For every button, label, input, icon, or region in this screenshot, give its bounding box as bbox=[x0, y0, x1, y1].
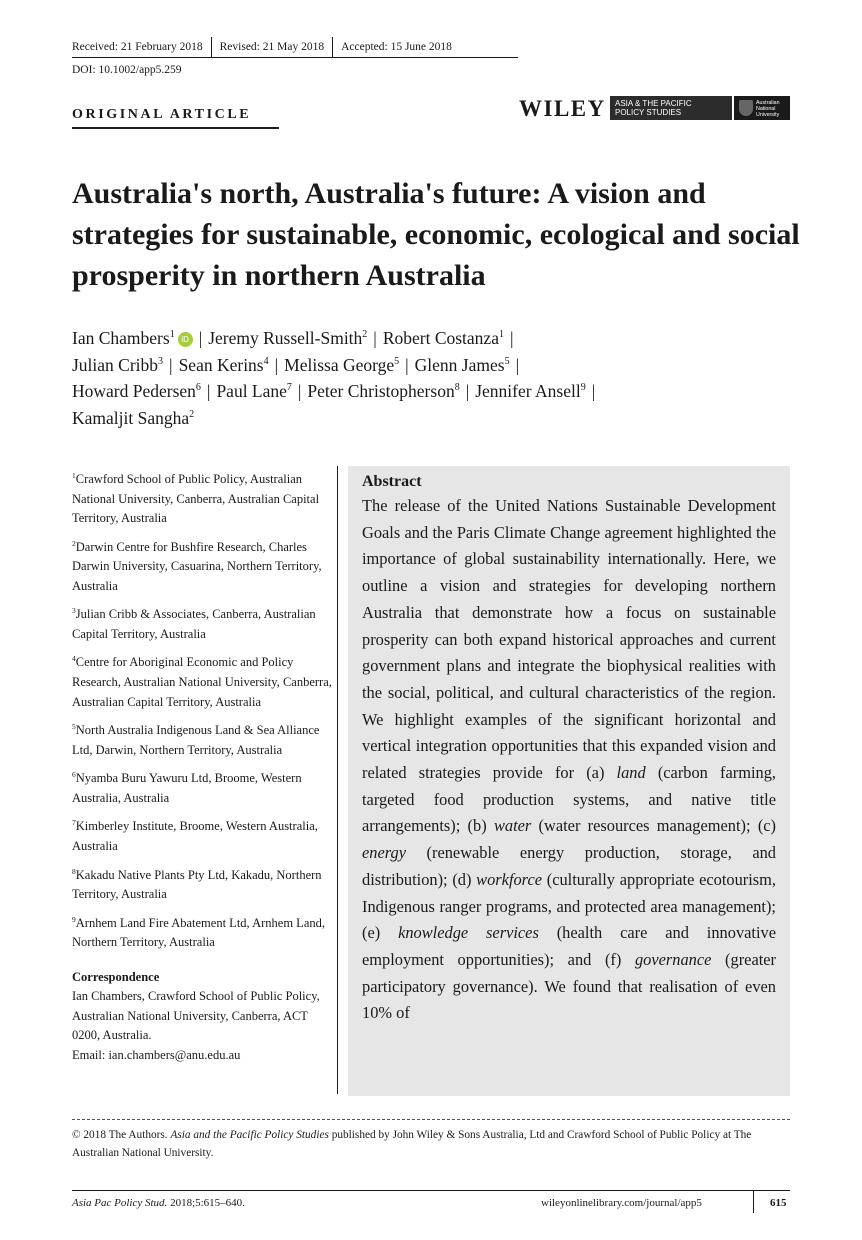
author[interactable]: Kamaljit Sangha$^2$ bbox=[72, 408, 195, 429]
abstract-text: The release of the United Nations Sustainable Development Goals and the Paris Climate Change agreement highlighted the importance of global sustainability internationally. Here, we outline a vision and strategies for developing northern Australia that demonstrate how a focus on sustainable prosperity can both expand historical approaches and current government plans and integrate the biophysical realities with the social, political, and cultural characteristics of the region. We highlight examples of the significant horizontal and vertical integration opportunities that this expanded vision and related strategies provide for (a) land (carbon farming, targeted food production systems, and native title arrangements); (b) water (water resources management); (c) energy (renewable energy production, storage, and distribution); (d) workforce (culturally appropriate ecotourism, Indigenous ranger programs, and protected area management); (e) knowledge services (health care and innovative employment opportunities); and (f) governance (greater participatory governance). We found that realisation of even 10% of bbox=[362, 496, 777, 1023]
journal-logo-line1: ASIA & THE PACIFIC bbox=[615, 99, 692, 108]
author[interactable]: Jeremy Russell-Smith$^2$ bbox=[208, 327, 368, 348]
affiliation: $^7$Kimberley Institute, Broome, Western Australia, Australia bbox=[72, 818, 318, 854]
affiliation: $^3$Julian Cribb & Associates, Canberra, Australian Capital Territory, Australia bbox=[72, 606, 316, 641]
affiliation: $^6$Nyamba Buru Yawuru Ltd, Broome, Western Australia, Australia bbox=[72, 770, 302, 805]
citation: Asia Pac Policy Stud. 2018;5:615–640. bbox=[72, 1197, 245, 1209]
correspondence-heading: Correspondence bbox=[72, 969, 160, 984]
wiley-logo: WILEY bbox=[519, 96, 606, 121]
correspondence-text: Ian Chambers, Crawford School of Public Policy, Australian National University, Canberra, ACT 0200, Australia. bbox=[72, 989, 320, 1043]
author[interactable]: Melissa George$^5$ bbox=[284, 354, 400, 375]
author[interactable]: Glenn James$^5$ bbox=[414, 354, 510, 375]
footer-divider bbox=[753, 1191, 754, 1213]
affiliation: $^9$Arnhem Land Fire Abatement Ltd, Arnhem Land, Northern Territory, Australia bbox=[72, 914, 325, 950]
copyright-notice: © 2018 The Authors. Asia and the Pacific Policy Studies published by John Wiley & Sons Australia, Ltd and Crawford School of Public Policy at The Australian National University. bbox=[72, 1129, 752, 1159]
author[interactable]: Julian Cribb$^3$ bbox=[72, 354, 164, 375]
page-number: 615 bbox=[770, 1197, 787, 1209]
author[interactable]: Sean Kerins$^4$ bbox=[178, 354, 269, 375]
column-divider bbox=[337, 466, 338, 1094]
affiliation: $^5$North Australia Indigenous Land & Sea Alliance Ltd, Darwin, Northern Territory, Australia bbox=[72, 722, 320, 757]
revised-date: Revised: 21 May 2018 bbox=[219, 41, 325, 53]
orcid-icon[interactable]: iD bbox=[178, 332, 193, 347]
dashed-divider bbox=[72, 1119, 790, 1120]
anu-crest-icon bbox=[739, 100, 753, 116]
affiliation: $^2$Darwin Centre for Bushfire Research, Charles Darwin University, Casuarina, Northern Territory, Australia bbox=[72, 538, 322, 593]
anu-logo-line3: University bbox=[756, 112, 780, 118]
author[interactable]: Ian Chambers$^1$ bbox=[72, 327, 175, 348]
header-rule bbox=[72, 57, 518, 58]
author[interactable]: Howard Pedersen$^6$ bbox=[72, 381, 201, 402]
affiliation: $^8$Kakadu Native Plants Pty Ltd, Kakadu, Northern Territory, Australia bbox=[72, 866, 322, 902]
abstract-heading: Abstract bbox=[362, 473, 422, 490]
affiliation: $^1$Crawford School of Public Policy, Australian National University, Canberra, Australian Capital Territory, Australia bbox=[72, 471, 320, 526]
received-date: Received: 21 February 2018 bbox=[72, 41, 203, 53]
doi[interactable]: DOI: 10.1002/app5.259 bbox=[72, 64, 182, 76]
divider bbox=[211, 37, 212, 57]
author[interactable]: Jennifer Ansell$^9$ bbox=[475, 381, 586, 402]
affiliation: $^4$Centre for Aboriginal Economic and Policy Research, Australian National University, Canberra, Australian Capital Territory, Australia bbox=[72, 654, 332, 709]
anu-logo bbox=[734, 96, 790, 120]
journal-logo bbox=[610, 96, 732, 120]
section-label-underline bbox=[72, 127, 279, 129]
article-title: Australia's north, Australia's future: A vision and strategies for sustainable, economic, ecological and social prosperity in northern Australia bbox=[72, 177, 800, 292]
author[interactable]: Robert Costanza$^1$ bbox=[382, 327, 504, 348]
footer-rule bbox=[72, 1190, 790, 1191]
article-history bbox=[72, 37, 452, 57]
journal-url[interactable]: wileyonlinelibrary.com/journal/app5 bbox=[541, 1197, 702, 1209]
divider bbox=[332, 37, 333, 57]
anu-logo-line1: Australian bbox=[756, 100, 780, 106]
section-label: ORIGINAL ARTICLE bbox=[72, 107, 252, 122]
journal-logo-line2: POLICY STUDIES bbox=[615, 108, 682, 117]
author[interactable]: Paul Lane$^7$ bbox=[216, 381, 292, 402]
anu-logo-line2: National bbox=[756, 106, 776, 112]
abstract-box bbox=[348, 466, 790, 1096]
author[interactable]: Peter Christopherson$^8$ bbox=[307, 381, 460, 402]
accepted-date: Accepted: 15 June 2018 bbox=[341, 41, 452, 53]
affiliations bbox=[72, 466, 332, 1065]
correspondence-email[interactable]: Email: ian.chambers@anu.edu.au bbox=[72, 1047, 241, 1062]
author-list: Ian Chambers$^1$ iD | Jeremy Russell-Smith$^2$ | Robert Costanza$^1$ | Julian Cribb$^3$ | Sean Kerins$^4$ | Melissa George$^5$ | Glenn James$^5$ | Howard Pedersen$^6$ | Paul Lane$^7$ | Peter Christopherson$^8$ | Jennifer Ansell$^9$ | Kamaljit Sangha$^2$ bbox=[72, 327, 596, 429]
